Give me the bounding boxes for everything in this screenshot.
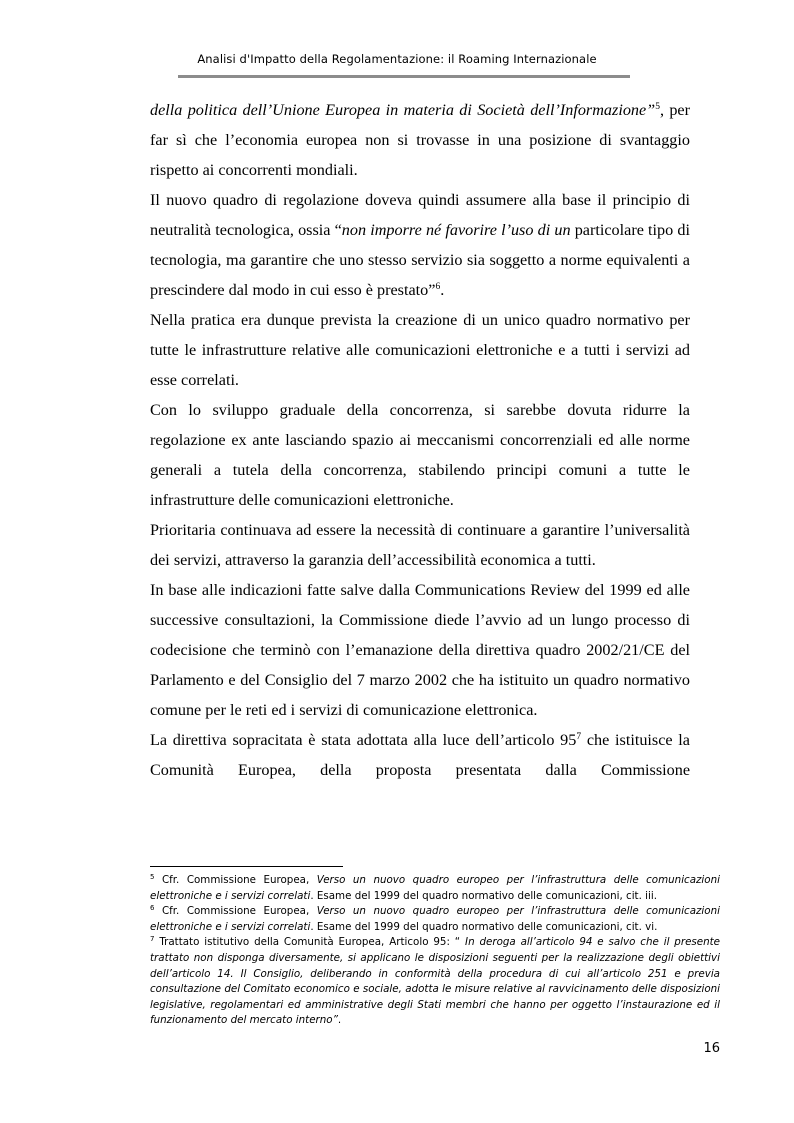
- footnote-text: Trattato istitutivo della Comunità Europea, Articolo 95: “: [154, 936, 466, 949]
- footnote-text: Cfr. Commissione Europea,: [154, 905, 317, 918]
- footnote-ref-6[interactable]: 6: [435, 282, 441, 292]
- footnote-text: . Esame del 1999 del quadro normativo delle comunicazioni, cit. vi.: [310, 920, 658, 933]
- footnote-italic: Verso un nuovo quadro europeo per l’infrastruttura delle comunicazioni elettroniche e i servizi correlati: [150, 874, 720, 902]
- footnote-ref-5[interactable]: 5: [655, 102, 660, 112]
- footnote-text: Cfr. Commissione Europea,: [154, 874, 317, 886]
- paragraph-4: Con lo sviluppo graduale della concorrenza, si sarebbe dovuta ridurre la regolazione ex ante lasciando spazio ai meccanismi concorrenziali ed alle norme generali a tutela della concorrenza, stabilendo principi comuni a tutte le infrastrutture delle comunicazioni elettroniche.: [150, 401, 690, 509]
- footnote-7: [150, 935, 720, 1029]
- paragraph-text: particolare tipo di tecnologia, ma garantire che uno stesso servizio sia soggetto a norme equivalenti a prescindere dal modo in cui esso è prestato”: [150, 221, 690, 299]
- paragraph-1: [150, 95, 690, 185]
- italic-quote: non imporre né favorire l’uso di un: [341, 221, 571, 239]
- italic-quote: della politica dell’Unione Europea in materia di Società dell’Informazione”: [150, 101, 656, 119]
- footnote-6: [150, 904, 720, 935]
- paragraph-7: [150, 725, 690, 785]
- paragraph-text: , per far sì che l’economia europea non si trovasse in una posizione di svantaggio rispetto ai concorrenti mondiali.: [150, 101, 691, 179]
- footnote-number: 7: [150, 935, 155, 944]
- paragraph-6: In base alle indicazioni fatte salve dalla Communications Review del 1999 ed alle successive consultazioni, la Commissione diede l’avvio ad un lungo processo di codecisione che terminò con l’emanazione della direttiva quadro 2002/21/CE del Parlamento e del Consiglio del 7 marzo 2002 che ha istituito un quadro normativo comune per le reti ed i servizi di comunicazione elettronica.: [150, 581, 690, 719]
- paragraph-5: Prioritaria continuava ad essere la necessità di continuare a garantire l’universalità dei servizi, attraverso la garanzia dell’accessibilità economica a tutti.: [150, 521, 690, 569]
- footnote-ref-7[interactable]: 7: [576, 732, 582, 742]
- main-text: [150, 95, 690, 785]
- paragraph-3: Nella pratica era dunque prevista la creazione di un unico quadro normativo per tutte le infrastrutture relative alle comunicazioni elettroniche e a tutti i servizi ad esse correlati.: [150, 311, 690, 389]
- paragraph-2: [150, 185, 690, 305]
- footnote-italic: In deroga all’articolo 94 e salvo che il presente trattato non disponga diversamente, si applicano le disposizioni seguenti per la realizzazione degli obiettivi dell’articolo 14. Il Consiglio, deliberando in conformità della procedura di cui all’articolo 251 e previa consultazione del Comitato economico e sociale, adotta le misure relative al ravvicinamento delle disposizioni legislative, regolamentari ed amministrative degli Stati membri che hanno per oggetto l’instaurazione ed il funzionamento del mercato interno”: [150, 936, 721, 1027]
- header-rule: [178, 75, 630, 78]
- footnote-number: 5: [150, 873, 155, 881]
- footnote-5: [150, 873, 720, 904]
- footnote-number: 6: [150, 904, 155, 913]
- page-number: 16: [703, 1041, 720, 1056]
- footnote-text: . Esame del 1999 del quadro normativo delle comunicazioni, cit. iii.: [310, 889, 657, 902]
- footnote-text: .: [337, 1014, 342, 1027]
- footnote-separator: [150, 866, 343, 867]
- paragraph-text: che istituisce la Comunità Europea, della proposta presentata dalla Commissione: [150, 731, 690, 779]
- footnotes: [150, 873, 720, 1029]
- paragraph-text: Il nuovo quadro di regolazione doveva quindi assumere alla base il principio di neutralità tecnologica, ossia “: [150, 191, 690, 239]
- paragraph-text: .: [440, 281, 445, 299]
- paragraph-text: La direttiva sopracitata è stata adottata alla luce dell’articolo 95: [150, 731, 577, 749]
- running-header: Analisi d'Impatto della Regolamentazione: il Roaming Internazionale: [197, 52, 597, 66]
- footnote-italic: Verso un nuovo quadro europeo per l’infrastruttura delle comunicazioni elettroniche e i servizi correlati: [150, 905, 720, 933]
